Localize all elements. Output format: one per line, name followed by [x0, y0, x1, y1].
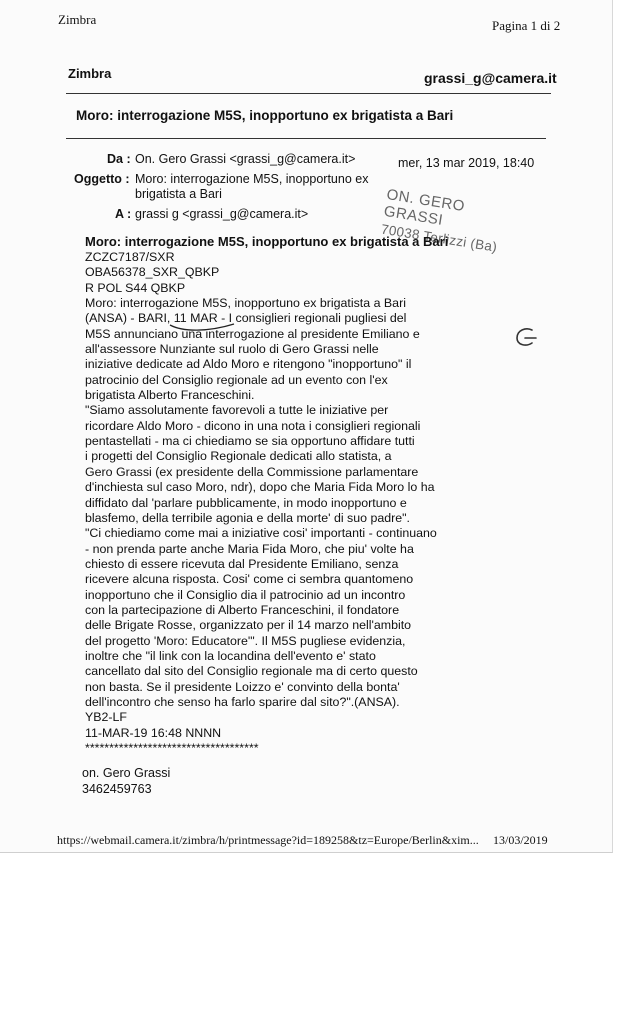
body-line: "Ci chiediamo come mai a iniziative cosi' importanti - continuano: [85, 526, 437, 541]
body-line: OBA56378_SXR_QBKP: [85, 265, 220, 280]
body-line: iniziative dedicate ad Aldo Moro e ritengono "inopportuno" il: [85, 357, 412, 372]
body-line: Gero Grassi (ex presidente della Commissione parlamentare: [85, 464, 419, 479]
body-line: diffidato dal 'parlare pubblicamente, in modo inopportuno e: [85, 495, 407, 510]
stamp-line-1: ON. GERO GRASSI: [382, 186, 467, 229]
stamp-line-2: 70038 Terlizzi (Ba): [380, 221, 499, 255]
message-date: mer, 13 mar 2019, 18:40: [398, 156, 535, 170]
body-line: "Siamo assolutamente favorevoli a tutte le iniziative per: [85, 403, 389, 418]
body-line: blasfemo, della terribile agonia e della morte' di suo padre".: [85, 510, 410, 525]
body-line: Moro: interrogazione M5S, inopportuno ex brigatista a Bari: [85, 296, 406, 311]
from-value: On. Gero Grassi <grassi_g@camera.it>: [135, 152, 356, 166]
body-line: inopportuno che il Consiglio dia il patrocinio ad un incontro: [85, 587, 406, 602]
body-line: i progetti del Consiglio Regionale dedicati allo statista, a: [85, 449, 392, 464]
body-line: dell'incontro che senso ha farlo sparire dal sito?".(ANSA).: [85, 694, 400, 709]
body-line: (ANSA) - BARI, 11 MAR - I consiglieri regionali pugliesi del: [85, 311, 407, 326]
body-line: 11-MAR-19 16:48 NNNN: [85, 725, 222, 740]
body-line: con la partecipazione di Alberto Franceschini, il fondatore: [85, 602, 400, 617]
header-divider: [66, 93, 551, 94]
body-line: del progetto 'Moro: Educatore'". Il M5S pugliese evidenzia,: [85, 633, 406, 648]
subject-line-2: brigatista a Bari: [135, 187, 222, 201]
body-line: ************************************: [85, 741, 259, 755]
body-line: chiesto di essere ricevuta dal Presidente Emiliano, senza: [85, 556, 399, 571]
signature-block: [82, 765, 170, 797]
subject-label: Oggetto :: [74, 172, 130, 186]
body-line: patrocinio del Consiglio regionale ad un evento con l'ex: [85, 372, 388, 387]
body-line: YB2-LF: [85, 710, 128, 725]
body-line: non basta. Se il presidente Loizzo e' convinto della bonta': [85, 679, 400, 694]
message-body: [85, 250, 445, 756]
handwritten-underline-icon: [168, 322, 238, 334]
body-line: inoltre che "il link con la locandina dell'evento e' stato: [85, 648, 376, 663]
subject-heading: Moro: interrogazione M5S, inopportuno ex brigatista a Bari: [76, 108, 454, 123]
print-footer-date: 13/03/2019: [493, 833, 548, 847]
body-line: ricevere alcuna risposta. Cosi' come ci sembra quantomeno: [85, 572, 414, 587]
mail-brand: Zimbra: [68, 66, 112, 81]
to-label: A :: [115, 207, 132, 221]
signature-phone: 3462459763: [82, 782, 152, 796]
body-line: all'assessore Nunziante sul ruolo di Gero Grassi nelle: [85, 342, 379, 357]
body-line: ricordare Aldo Moro - dicono in una nota i consiglieri regionali: [85, 418, 421, 433]
print-footer-url: https://webmail.camera.it/zimbra/h/printmessage?id=189258&tz=Europe/Berlin&xim...: [57, 833, 479, 847]
print-header-app-name: Zimbra: [58, 12, 97, 27]
body-line: R POL S44 QBKP: [85, 280, 186, 295]
account-email: grassi_g@camera.it: [424, 70, 557, 86]
body-title: Moro: interrogazione M5S, inopportuno ex brigatista a Bari: [85, 234, 449, 249]
body-line: - non prenda parte anche Maria Fida Moro, che piu' volte ha: [85, 541, 414, 556]
handwritten-mark-icon: [512, 326, 540, 350]
body-line: brigatista Alberto Franceschini.: [85, 388, 255, 403]
print-header-page-indicator: Pagina 1 di 2: [492, 18, 561, 33]
from-label: Da :: [107, 152, 131, 166]
body-line: ZCZC7187/SXR: [85, 250, 175, 264]
subject-line-1: Moro: interrogazione M5S, inopportuno ex: [135, 172, 369, 186]
body-line: delle Brigate Rosse, organizzato per il 14 marzo nell'ambito: [85, 618, 412, 633]
body-line: cancellato dal sito del Consiglio regionale ma di certo questo: [85, 664, 418, 679]
signature-name: on. Gero Grassi: [82, 766, 171, 780]
to-value: grassi g <grassi_g@camera.it>: [135, 207, 309, 221]
body-line: d'inchiesta sul caso Moro, ndr), dopo che Maria Fida Moro lo ha: [85, 480, 435, 495]
body-line: pentastellati - ma ci chiediamo se sia opportuno affidare tutti: [85, 434, 415, 449]
body-line: M5S annunciano una interrogazione al presidente Emiliano e: [85, 326, 420, 341]
subject-divider: [66, 138, 546, 139]
